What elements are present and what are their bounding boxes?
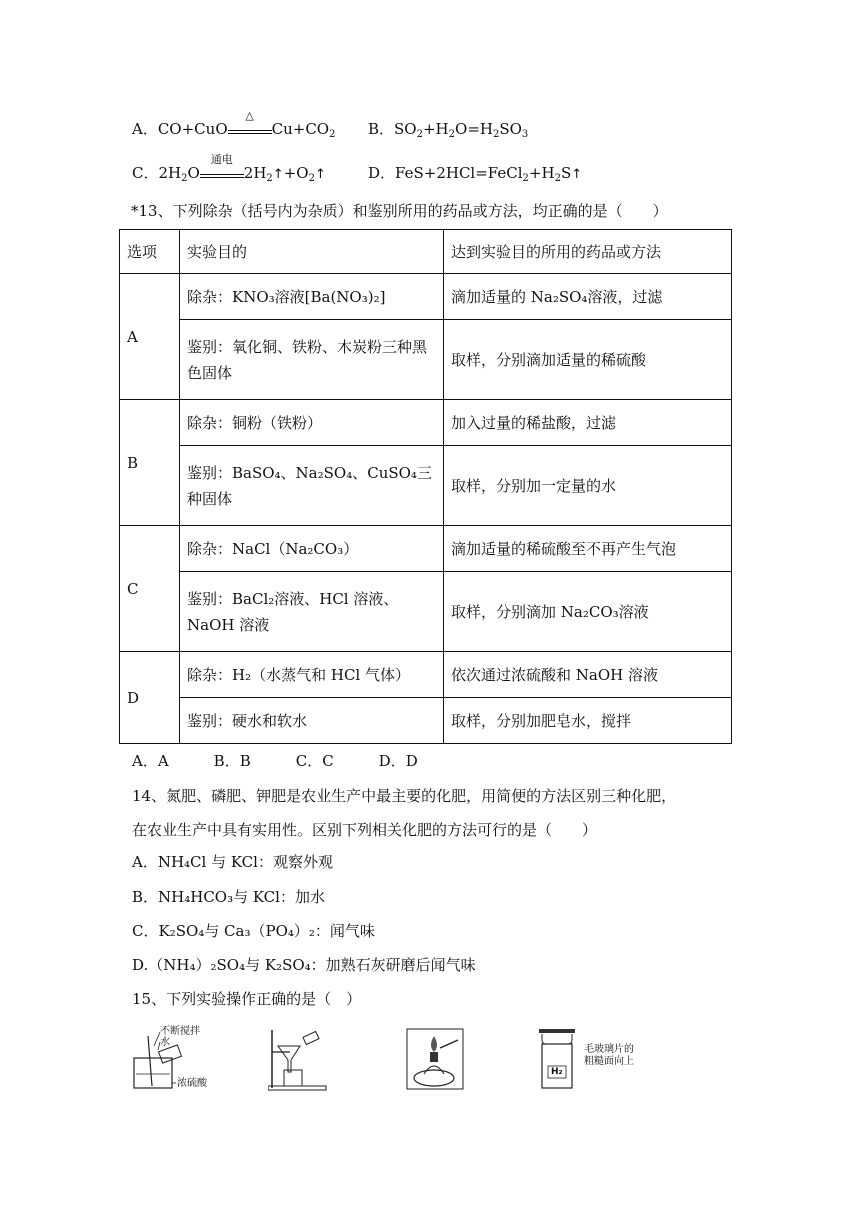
fig1-label-stir: 不断搅拌 — [160, 1026, 200, 1037]
q12-c-2: O — [187, 164, 200, 182]
q14-option-c: C．K₂SO₄与 Ca₃（PO₄）₂：闻气味 — [132, 922, 375, 940]
table-row — [120, 446, 732, 526]
purpose-cell: 除杂：NaCl（Na₂CO₃） — [180, 526, 444, 572]
q14-option-a: A．NH₄Cl 与 KCl：观察外观 — [132, 853, 333, 871]
q13-title: *13、下列除杂（括号内为杂质）和鉴别所用的药品或方法，均正确的是（ ） — [131, 202, 668, 220]
figure-dilution — [130, 1028, 230, 1092]
row-option: A — [120, 274, 180, 400]
figure-gas-jar — [538, 1028, 688, 1092]
q12-d-2: +H — [528, 164, 555, 182]
q13-answers: A．A B．B C．C D．D — [132, 752, 418, 770]
q15-stem: 15、下列实验操作正确的是（ ） — [132, 990, 362, 1008]
alcohol-lamp-icon — [406, 1028, 466, 1092]
q12-a-lhs: A．CO+CuO — [132, 120, 228, 138]
method-cell: 取样，分别加肥皂水，搅拌 — [444, 698, 732, 744]
table-row — [120, 274, 732, 320]
table-row — [120, 652, 732, 698]
method-cell: 依次通过浓硫酸和 NaOH 溶液 — [444, 652, 732, 698]
q12-b-3: O=H — [455, 120, 493, 138]
q12-c-1: C．2H — [132, 164, 182, 182]
table-row — [120, 526, 732, 572]
method-cell: 滴加适量的稀硫酸至不再产生气泡 — [444, 526, 732, 572]
purpose-cell: 鉴别：硬水和软水 — [180, 698, 444, 744]
q12-option-b: B．$SO_2+H_2O=H_2SO_3$ — [368, 120, 529, 140]
up-arrow-icon: ↑ — [272, 167, 284, 182]
table-row — [120, 320, 732, 400]
method-cell: 加入过量的稀盐酸，过滤 — [444, 400, 732, 446]
purpose-cell: 除杂：铜粉（铁粉） — [180, 400, 444, 446]
purpose-cell: 鉴别：BaCl₂溶液、HCl 溶液、NaOH 溶液 — [180, 572, 444, 652]
heat-symbol: △ — [245, 109, 254, 122]
purpose-cell: 鉴别：BaSO₄、Na₂SO₄、CuSO₄三种固体 — [180, 446, 444, 526]
filtration-apparatus-icon — [268, 1028, 328, 1092]
header-purpose: 实验目的 — [180, 230, 444, 274]
purpose-cell: 除杂：H₂（水蒸气和 HCl 气体） — [180, 652, 444, 698]
q12-c-3: 2H — [243, 164, 267, 182]
up-arrow-icon: ↑ — [571, 167, 583, 182]
table-row — [120, 572, 732, 652]
q12-a-condition — [228, 109, 272, 134]
purpose-cell: 除杂：KNO₃溶液[Ba(NO₃)₂] — [180, 274, 444, 320]
q14-option-b: B．NH₄HCO₃与 KCl：加水 — [132, 888, 325, 906]
header-option: 选项 — [120, 230, 180, 274]
gas-label: H₂ — [551, 1067, 563, 1077]
method-cell: 取样，分别滴加适量的稀硫酸 — [444, 320, 732, 400]
q14-stem-1: 14、氮肥、磷肥、钾肥是农业生产中最主要的化肥，用简便的方法区别三种化肥， — [132, 787, 677, 805]
table-row — [120, 698, 732, 744]
row-option: B — [120, 400, 180, 526]
fig4-label-2: 粗糙面向上 — [584, 1056, 634, 1067]
electrolysis-label: 通电 — [210, 153, 233, 166]
method-cell: 取样，分别加一定量的水 — [444, 446, 732, 526]
table-row — [120, 400, 732, 446]
q12-b-1: B．SO — [368, 120, 417, 138]
q12-c-condition — [200, 153, 244, 178]
q12-option-a: A．CO+CuO △ $Cu+CO_2$ — [132, 109, 336, 140]
q12-option-d: D．$FeS+2HCl=FeCl_2+H_2S↑$ — [368, 164, 583, 184]
fig1-label-acid: 浓硫酸 — [177, 1078, 207, 1089]
header-method: 达到实验目的所用的药品或方法 — [444, 230, 732, 274]
q12-c-4: +O — [283, 164, 309, 182]
figure-filtration — [268, 1028, 328, 1092]
table-header-row — [120, 230, 732, 274]
up-arrow-icon: ↑ — [314, 167, 326, 182]
q12-a-rhs: Cu+CO — [271, 120, 330, 138]
q12-b-4: SO — [499, 120, 522, 138]
purpose-cell: 鉴别：氧化铜、铁粉、木炭粉三种黑色固体 — [180, 320, 444, 400]
q14-stem-2: 在农业生产中具有实用性。区别下列相关化肥的方法可行的是（ ） — [132, 821, 598, 839]
fig4-label-1: 毛玻璃片的 — [584, 1044, 634, 1055]
q14-option-d: D.（NH₄）₂SO₄与 K₂SO₄：加熟石灰研磨后闻气味 — [132, 956, 476, 974]
fig1-label-water: 水 — [160, 1037, 170, 1048]
q12-d-1: D．FeS+2HCl=FeCl — [368, 164, 523, 182]
q12-b-2: +H — [422, 120, 449, 138]
row-option: C — [120, 526, 180, 652]
method-cell: 取样，分别滴加 Na₂CO₃溶液 — [444, 572, 732, 652]
q12-option-c: C．$2H_2O$ 通电 $2H_2↑+O_2↑$ — [132, 153, 326, 184]
q13-table — [119, 229, 732, 744]
figure-alcohol-lamp — [406, 1028, 466, 1092]
method-cell: 滴加适量的 Na₂SO₄溶液，过滤 — [444, 274, 732, 320]
q12-d-3: S — [560, 164, 572, 182]
row-option: D — [120, 652, 180, 744]
